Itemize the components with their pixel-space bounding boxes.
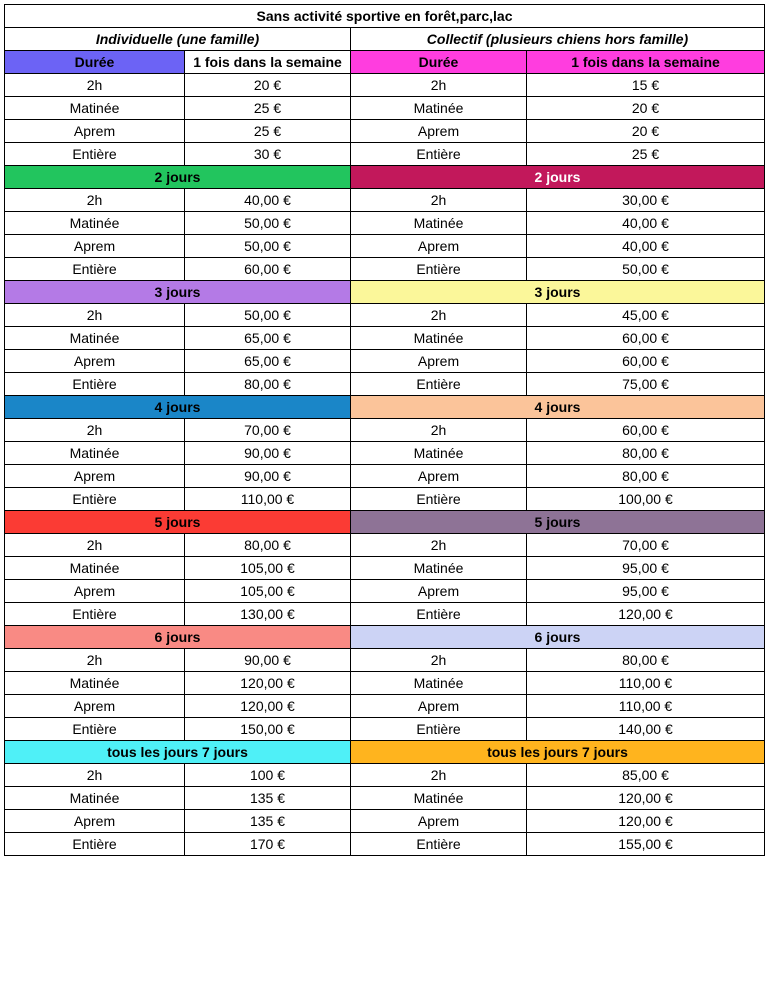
table-row: [5, 764, 765, 787]
cell-duree-individuelle: 2h: [5, 649, 185, 672]
group-label-individuelle: tous les jours 7 jours: [5, 741, 351, 764]
cell-duree-individuelle: Aprem: [5, 695, 185, 718]
cell-duree-collectif: Entière: [351, 488, 527, 511]
cell-price-collectif: 85,00 €: [527, 764, 765, 787]
table-row: [5, 580, 765, 603]
cell-duree-collectif: Aprem: [351, 810, 527, 833]
cell-price-collectif: 80,00 €: [527, 465, 765, 488]
group-label-collectif: 2 jours: [351, 166, 765, 189]
cell-price-individuelle: 25 €: [185, 120, 351, 143]
cell-duree-individuelle: 2h: [5, 419, 185, 442]
cell-price-collectif: 45,00 €: [527, 304, 765, 327]
cell-price-individuelle: 20 €: [185, 74, 351, 97]
table-row: [5, 534, 765, 557]
column-header-duree-collectif: Durée: [351, 51, 527, 74]
cell-price-collectif: 140,00 €: [527, 718, 765, 741]
cell-price-collectif: 60,00 €: [527, 350, 765, 373]
cell-price-individuelle: 50,00 €: [185, 235, 351, 258]
cell-duree-individuelle: Matinée: [5, 212, 185, 235]
cell-price-individuelle: 135 €: [185, 787, 351, 810]
section-header-collectif: Collectif (plusieurs chiens hors famille): [351, 28, 765, 51]
cell-price-collectif: 100,00 €: [527, 488, 765, 511]
cell-duree-individuelle: Aprem: [5, 465, 185, 488]
page-title: Sans activité sportive en forêt,parc,lac: [5, 5, 765, 28]
group-label-collectif: tous les jours 7 jours: [351, 741, 765, 764]
table-row: [5, 718, 765, 741]
group-label-individuelle: 2 jours: [5, 166, 351, 189]
cell-duree-collectif: Aprem: [351, 580, 527, 603]
cell-price-collectif: 120,00 €: [527, 810, 765, 833]
cell-duree-collectif: Aprem: [351, 235, 527, 258]
table-row: [5, 672, 765, 695]
group-header-row: [5, 626, 765, 649]
cell-duree-individuelle: Matinée: [5, 672, 185, 695]
cell-price-collectif: 110,00 €: [527, 695, 765, 718]
cell-price-individuelle: 90,00 €: [185, 442, 351, 465]
cell-duree-collectif: Matinée: [351, 327, 527, 350]
table-row: [5, 603, 765, 626]
cell-price-individuelle: 90,00 €: [185, 465, 351, 488]
cell-duree-collectif: Aprem: [351, 120, 527, 143]
group-label-individuelle: 6 jours: [5, 626, 351, 649]
cell-price-collectif: 80,00 €: [527, 442, 765, 465]
table-row: [5, 649, 765, 672]
cell-price-collectif: 60,00 €: [527, 419, 765, 442]
cell-price-individuelle: 170 €: [185, 833, 351, 856]
cell-price-individuelle: 65,00 €: [185, 350, 351, 373]
cell-price-collectif: 120,00 €: [527, 787, 765, 810]
group-label-collectif: 5 jours: [351, 511, 765, 534]
table-row: [5, 74, 765, 97]
cell-duree-individuelle: Aprem: [5, 120, 185, 143]
cell-price-individuelle: 60,00 €: [185, 258, 351, 281]
cell-duree-collectif: 2h: [351, 74, 527, 97]
table-row: [5, 97, 765, 120]
table-row: [5, 465, 765, 488]
cell-price-individuelle: 105,00 €: [185, 557, 351, 580]
cell-duree-collectif: 2h: [351, 534, 527, 557]
cell-duree-individuelle: Matinée: [5, 787, 185, 810]
cell-duree-individuelle: Entière: [5, 603, 185, 626]
cell-duree-individuelle: 2h: [5, 74, 185, 97]
table-row: [5, 235, 765, 258]
cell-duree-individuelle: Entière: [5, 718, 185, 741]
cell-price-individuelle: 100 €: [185, 764, 351, 787]
cell-duree-collectif: 2h: [351, 419, 527, 442]
group-header-row: [5, 741, 765, 764]
group-label-collectif: 3 jours: [351, 281, 765, 304]
cell-duree-collectif: Entière: [351, 718, 527, 741]
table-row: [5, 419, 765, 442]
cell-duree-individuelle: 2h: [5, 764, 185, 787]
pricing-table-body: [5, 5, 765, 856]
table-row: [5, 258, 765, 281]
cell-price-individuelle: 25 €: [185, 97, 351, 120]
cell-duree-individuelle: Aprem: [5, 580, 185, 603]
section-header-individuelle: Individuelle (une famille): [5, 28, 351, 51]
cell-duree-collectif: 2h: [351, 764, 527, 787]
table-row: [5, 350, 765, 373]
cell-price-individuelle: 65,00 €: [185, 327, 351, 350]
cell-price-collectif: 120,00 €: [527, 603, 765, 626]
cell-price-individuelle: 90,00 €: [185, 649, 351, 672]
table-row: [5, 695, 765, 718]
table-row: [5, 833, 765, 856]
cell-price-collectif: 25 €: [527, 143, 765, 166]
cell-price-collectif: 155,00 €: [527, 833, 765, 856]
group-header-row: [5, 396, 765, 419]
table-row: [5, 442, 765, 465]
section-header-row: [5, 28, 765, 51]
group-label-collectif: 6 jours: [351, 626, 765, 649]
cell-price-individuelle: 50,00 €: [185, 212, 351, 235]
cell-duree-collectif: Aprem: [351, 695, 527, 718]
cell-price-individuelle: 135 €: [185, 810, 351, 833]
cell-duree-individuelle: Aprem: [5, 235, 185, 258]
cell-price-collectif: 95,00 €: [527, 580, 765, 603]
cell-duree-individuelle: Matinée: [5, 97, 185, 120]
cell-price-collectif: 75,00 €: [527, 373, 765, 396]
cell-duree-collectif: Aprem: [351, 350, 527, 373]
cell-price-collectif: 20 €: [527, 97, 765, 120]
cell-duree-individuelle: Entière: [5, 373, 185, 396]
cell-duree-individuelle: 2h: [5, 304, 185, 327]
cell-duree-collectif: Entière: [351, 373, 527, 396]
cell-duree-individuelle: Entière: [5, 833, 185, 856]
cell-price-individuelle: 50,00 €: [185, 304, 351, 327]
group-label-individuelle: 4 jours: [5, 396, 351, 419]
cell-price-collectif: 80,00 €: [527, 649, 765, 672]
group-header-row: [5, 511, 765, 534]
table-row: [5, 787, 765, 810]
cell-price-individuelle: 150,00 €: [185, 718, 351, 741]
cell-duree-collectif: Entière: [351, 258, 527, 281]
table-title-row: [5, 5, 765, 28]
cell-price-collectif: 110,00 €: [527, 672, 765, 695]
table-row: [5, 189, 765, 212]
cell-duree-individuelle: 2h: [5, 534, 185, 557]
cell-price-individuelle: 80,00 €: [185, 373, 351, 396]
table-row: [5, 304, 765, 327]
cell-price-collectif: 60,00 €: [527, 327, 765, 350]
group-header-row: [5, 281, 765, 304]
cell-duree-collectif: 2h: [351, 189, 527, 212]
cell-duree-individuelle: Aprem: [5, 810, 185, 833]
cell-duree-collectif: Matinée: [351, 97, 527, 120]
cell-price-individuelle: 105,00 €: [185, 580, 351, 603]
cell-price-individuelle: 130,00 €: [185, 603, 351, 626]
cell-duree-individuelle: Matinée: [5, 557, 185, 580]
cell-duree-individuelle: Entière: [5, 258, 185, 281]
cell-duree-collectif: Matinée: [351, 212, 527, 235]
table-row: [5, 557, 765, 580]
cell-duree-individuelle: Matinée: [5, 327, 185, 350]
cell-duree-individuelle: 2h: [5, 189, 185, 212]
cell-duree-collectif: Matinée: [351, 557, 527, 580]
cell-duree-collectif: 2h: [351, 649, 527, 672]
cell-price-individuelle: 110,00 €: [185, 488, 351, 511]
column-header-row: [5, 51, 765, 74]
table-row: [5, 212, 765, 235]
column-header-price-collectif: 1 fois dans la semaine: [527, 51, 765, 74]
cell-duree-collectif: Entière: [351, 833, 527, 856]
cell-price-collectif: 40,00 €: [527, 212, 765, 235]
group-label-collectif: 4 jours: [351, 396, 765, 419]
group-label-individuelle: 5 jours: [5, 511, 351, 534]
table-row: [5, 143, 765, 166]
table-row: [5, 488, 765, 511]
cell-duree-collectif: Matinée: [351, 672, 527, 695]
cell-duree-individuelle: Entière: [5, 143, 185, 166]
table-row: [5, 327, 765, 350]
cell-duree-collectif: Matinée: [351, 787, 527, 810]
cell-price-collectif: 40,00 €: [527, 235, 765, 258]
cell-price-individuelle: 80,00 €: [185, 534, 351, 557]
cell-price-individuelle: 70,00 €: [185, 419, 351, 442]
cell-price-individuelle: 120,00 €: [185, 695, 351, 718]
cell-price-collectif: 20 €: [527, 120, 765, 143]
cell-price-individuelle: 30 €: [185, 143, 351, 166]
cell-price-individuelle: 40,00 €: [185, 189, 351, 212]
table-row: [5, 120, 765, 143]
cell-price-collectif: 70,00 €: [527, 534, 765, 557]
cell-price-collectif: 50,00 €: [527, 258, 765, 281]
cell-duree-collectif: 2h: [351, 304, 527, 327]
cell-duree-collectif: Entière: [351, 143, 527, 166]
cell-duree-individuelle: Aprem: [5, 350, 185, 373]
cell-duree-collectif: Entière: [351, 603, 527, 626]
cell-price-collectif: 95,00 €: [527, 557, 765, 580]
cell-duree-collectif: Aprem: [351, 465, 527, 488]
cell-price-individuelle: 120,00 €: [185, 672, 351, 695]
table-row: [5, 373, 765, 396]
cell-duree-individuelle: Matinée: [5, 442, 185, 465]
group-label-individuelle: 3 jours: [5, 281, 351, 304]
cell-duree-collectif: Matinée: [351, 442, 527, 465]
group-header-row: [5, 166, 765, 189]
cell-duree-individuelle: Entière: [5, 488, 185, 511]
cell-price-collectif: 30,00 €: [527, 189, 765, 212]
column-header-duree-individuelle: Durée: [5, 51, 185, 74]
table-row: [5, 810, 765, 833]
cell-price-collectif: 15 €: [527, 74, 765, 97]
column-header-price-individuelle: 1 fois dans la semaine: [185, 51, 351, 74]
pricing-table: [4, 4, 765, 856]
